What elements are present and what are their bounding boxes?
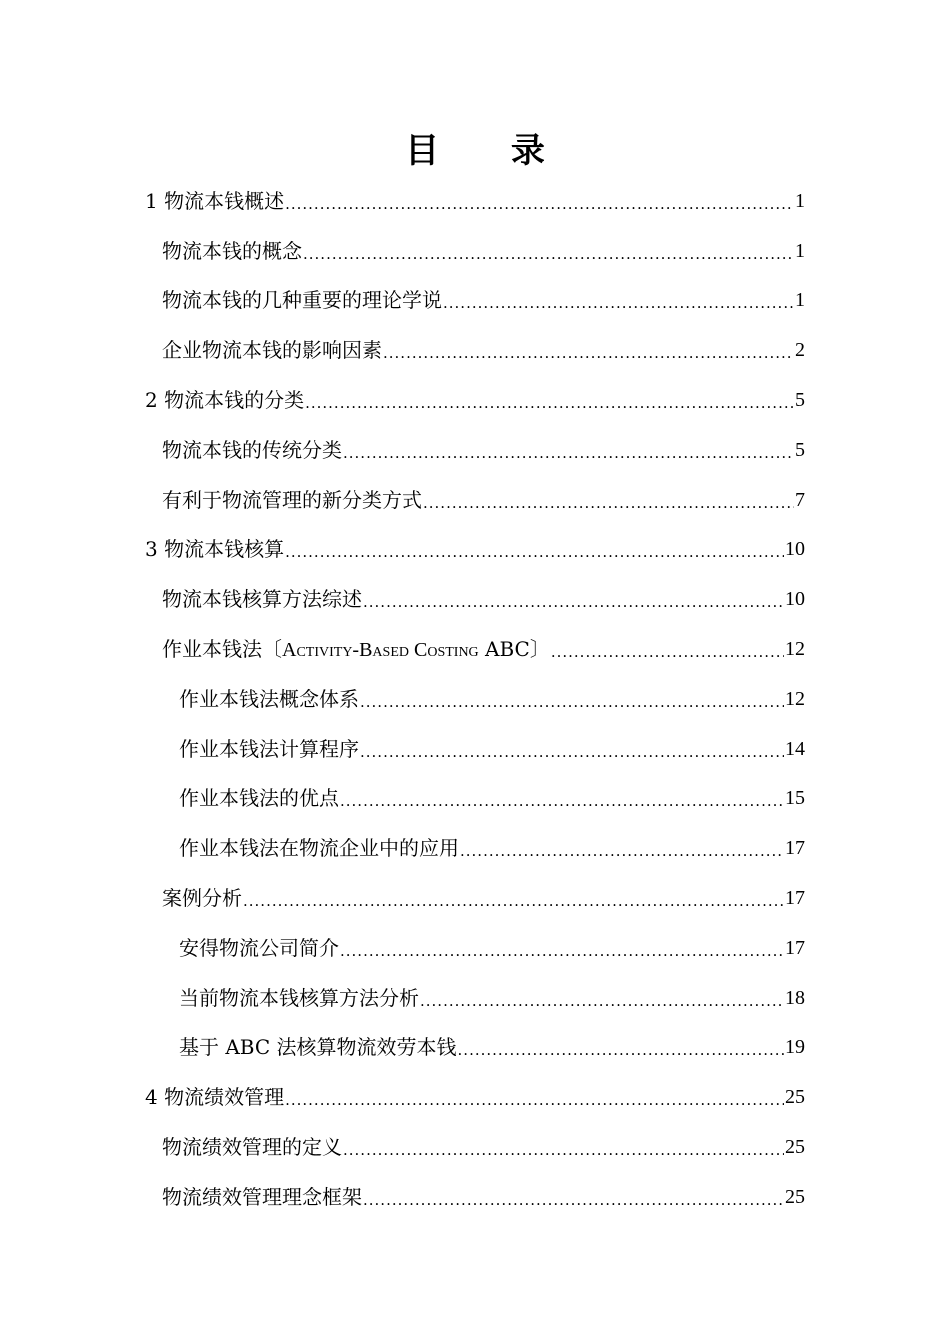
toc-leader-dots: [423, 490, 794, 516]
toc-page-number: 5: [795, 389, 805, 412]
toc-entry-text: 2 物流本钱的分类: [145, 388, 305, 413]
toc-entry-text: 当前物流本钱核算方法分析: [179, 985, 419, 1010]
toc-leader-dots: [343, 1137, 784, 1163]
toc-entry[interactable]: [0, 176, 950, 226]
toc-leader-dots: [285, 1087, 784, 1113]
toc-page-number: 7: [795, 488, 805, 511]
toc-page-number: 1: [795, 289, 805, 312]
toc-entry[interactable]: [0, 325, 950, 375]
toc-entry-text: 4 物流绩效管理: [145, 1085, 285, 1110]
toc-entry[interactable]: [0, 774, 950, 824]
toc-page-number: 2: [795, 339, 805, 362]
toc-entry-text: 物流本钱的概念: [162, 238, 302, 263]
toc-entry[interactable]: [0, 873, 950, 923]
toc-page-number: 25: [785, 1136, 805, 1159]
toc-page-number: 10: [785, 588, 805, 611]
toc-page-number: 17: [785, 837, 805, 860]
toc-page-number: 1: [795, 239, 805, 262]
toc-entry-text: 作业本钱法概念体系: [179, 686, 359, 711]
toc-entry-text: 1 物流本钱概述: [145, 188, 285, 213]
toc-page-number: 17: [785, 887, 805, 910]
toc-entry-text: 3 物流本钱核算: [145, 537, 285, 562]
toc-leader-dots: [443, 290, 794, 316]
toc-leader-dots: [383, 340, 794, 366]
toc-entry[interactable]: [0, 1122, 950, 1172]
toc-entry-text: 作业本钱法计算程序: [179, 736, 359, 761]
toc-entry-text: 企业物流本钱的影响因素: [162, 338, 382, 363]
toc-entry-text: 物流绩效管理的定义: [162, 1135, 342, 1160]
toc-entry[interactable]: [0, 923, 950, 973]
table-of-contents: [0, 176, 950, 1222]
toc-entry[interactable]: [0, 375, 950, 425]
toc-entry[interactable]: [0, 226, 950, 276]
toc-page-number: 14: [785, 737, 805, 760]
toc-entry[interactable]: [0, 475, 950, 525]
toc-page-number: 12: [785, 687, 805, 710]
toc-leader-dots: [285, 191, 794, 217]
toc-leader-dots: [420, 988, 784, 1014]
toc-entry[interactable]: [0, 1172, 950, 1222]
toc-leader-dots: [460, 838, 784, 864]
toc-entry-text: 有利于物流管理的新分类方式: [162, 487, 422, 512]
toc-leader-dots: [305, 390, 794, 416]
toc-leader-dots: [363, 1187, 784, 1213]
toc-entry[interactable]: [0, 425, 950, 475]
toc-leader-dots: [343, 440, 794, 466]
toc-leader-dots: [243, 888, 784, 914]
toc-leader-dots: [363, 589, 784, 615]
toc-entry-text: 物流本钱的传统分类: [162, 437, 342, 462]
toc-entry-text: 作业本钱法的优点: [179, 786, 339, 811]
toc-entry-text: 作业本钱法〔Activity-Based Costing ABC〕: [162, 636, 550, 661]
toc-leader-dots: [340, 788, 784, 814]
toc-entry-text: 案例分析: [162, 886, 242, 911]
toc-page-number: 15: [785, 787, 805, 810]
toc-entry-text: 作业本钱法在物流企业中的应用: [179, 836, 459, 861]
toc-page-number: 12: [785, 638, 805, 661]
toc-leader-dots: [285, 539, 784, 565]
toc-leader-dots: [458, 1037, 784, 1063]
toc-entry-text: 基于 ABC 法核算物流效劳本钱: [179, 1035, 457, 1060]
toc-page-number: 19: [785, 1036, 805, 1059]
toc-entry[interactable]: [0, 624, 950, 674]
toc-entry-text: 物流绩效管理理念框架: [162, 1184, 362, 1209]
toc-leader-dots: [340, 938, 784, 964]
toc-page-number: 25: [785, 1185, 805, 1208]
toc-entry[interactable]: [0, 1072, 950, 1122]
toc-entry[interactable]: [0, 973, 950, 1023]
toc-page-number: 10: [785, 538, 805, 561]
toc-title: 目 录: [405, 131, 575, 171]
toc-page-number: 25: [785, 1086, 805, 1109]
toc-entry[interactable]: [0, 724, 950, 774]
toc-entry[interactable]: [0, 574, 950, 624]
toc-page-number: 18: [785, 986, 805, 1009]
toc-leader-dots: [360, 689, 784, 715]
toc-page-number: 5: [795, 438, 805, 461]
toc-entry[interactable]: [0, 1023, 950, 1073]
toc-entry-text: 物流本钱核算方法综述: [162, 587, 362, 612]
toc-entry[interactable]: [0, 674, 950, 724]
toc-leader-dots: [551, 639, 784, 665]
toc-leader-dots: [360, 739, 784, 765]
toc-page-number: 17: [785, 936, 805, 959]
toc-page-number: 1: [795, 189, 805, 212]
toc-entry-text: 安得物流公司简介: [179, 935, 339, 960]
toc-entry-text: 物流本钱的几种重要的理论学说: [162, 288, 442, 313]
toc-entry[interactable]: [0, 823, 950, 873]
toc-entry[interactable]: [0, 276, 950, 326]
toc-leader-dots: [303, 241, 794, 267]
toc-entry[interactable]: [0, 525, 950, 575]
